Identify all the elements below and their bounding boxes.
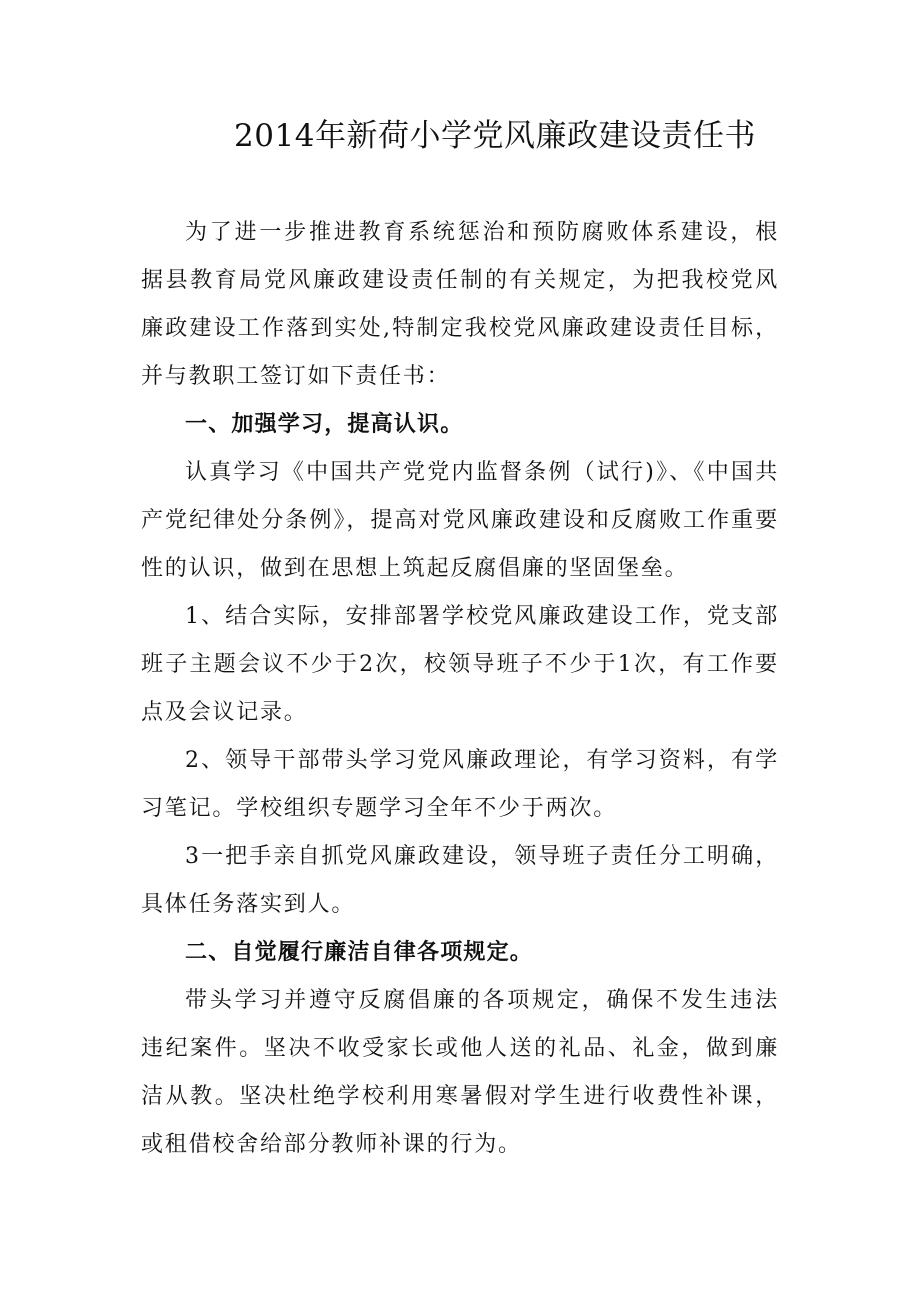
section-1-paragraph-2: 1、结合实际，安排部署学校党风廉政建设工作，党支部班子主题会议不少于2次，校领导班子不少于1次，有工作要点及会议记录。 (141, 604, 779, 725)
section-1-heading: 一、加强学习，提高认识。 (185, 412, 464, 437)
document-body (141, 209, 779, 1169)
section-1-paragraph-3: 2、领导干部带头学习党风廉政理论，有学习资料，有学习笔记。学校组织专题学习全年不少于两次。 (141, 748, 779, 821)
section-1-paragraph-1: 认真学习《中国共产党党内监督条例（试行)》、《中国共产党纪律处分条例》，提高对党风廉政建设和反腐败工作重要性的认识，做到在思想上筑起反腐倡廉的坚固堡垒。 (141, 460, 779, 581)
intro-paragraph: 为了进一步推进教育系统惩治和预防腐败体系建设，根据县教育局党风廉政建设责任制的有关规定，为把我校党风廉政建设工作落到实处,特制定我校党风廉政建设责任目标，并与教职工签订如下责任书： (141, 220, 779, 389)
section-2-heading: 二、自觉履行廉洁自律各项规定。 (185, 940, 534, 965)
section-1-paragraph-4: 3一把手亲自抓党风廉政建设，领导班子责任分工明确，具体任务落实到人。 (141, 844, 779, 917)
document-title: 2014年新荷小学党风廉政建设责任书 (234, 118, 756, 154)
section-2-paragraph-1: 带头学习并遵守反腐倡廉的各项规定，确保不发生违法违纪案件。坚决不收受家长或他人送的礼品、礼金，做到廉洁从教。坚决杜绝学校利用寒暑假对学生进行收费性补课，或租借校舍给部分教师补课的行为。 (141, 988, 779, 1157)
